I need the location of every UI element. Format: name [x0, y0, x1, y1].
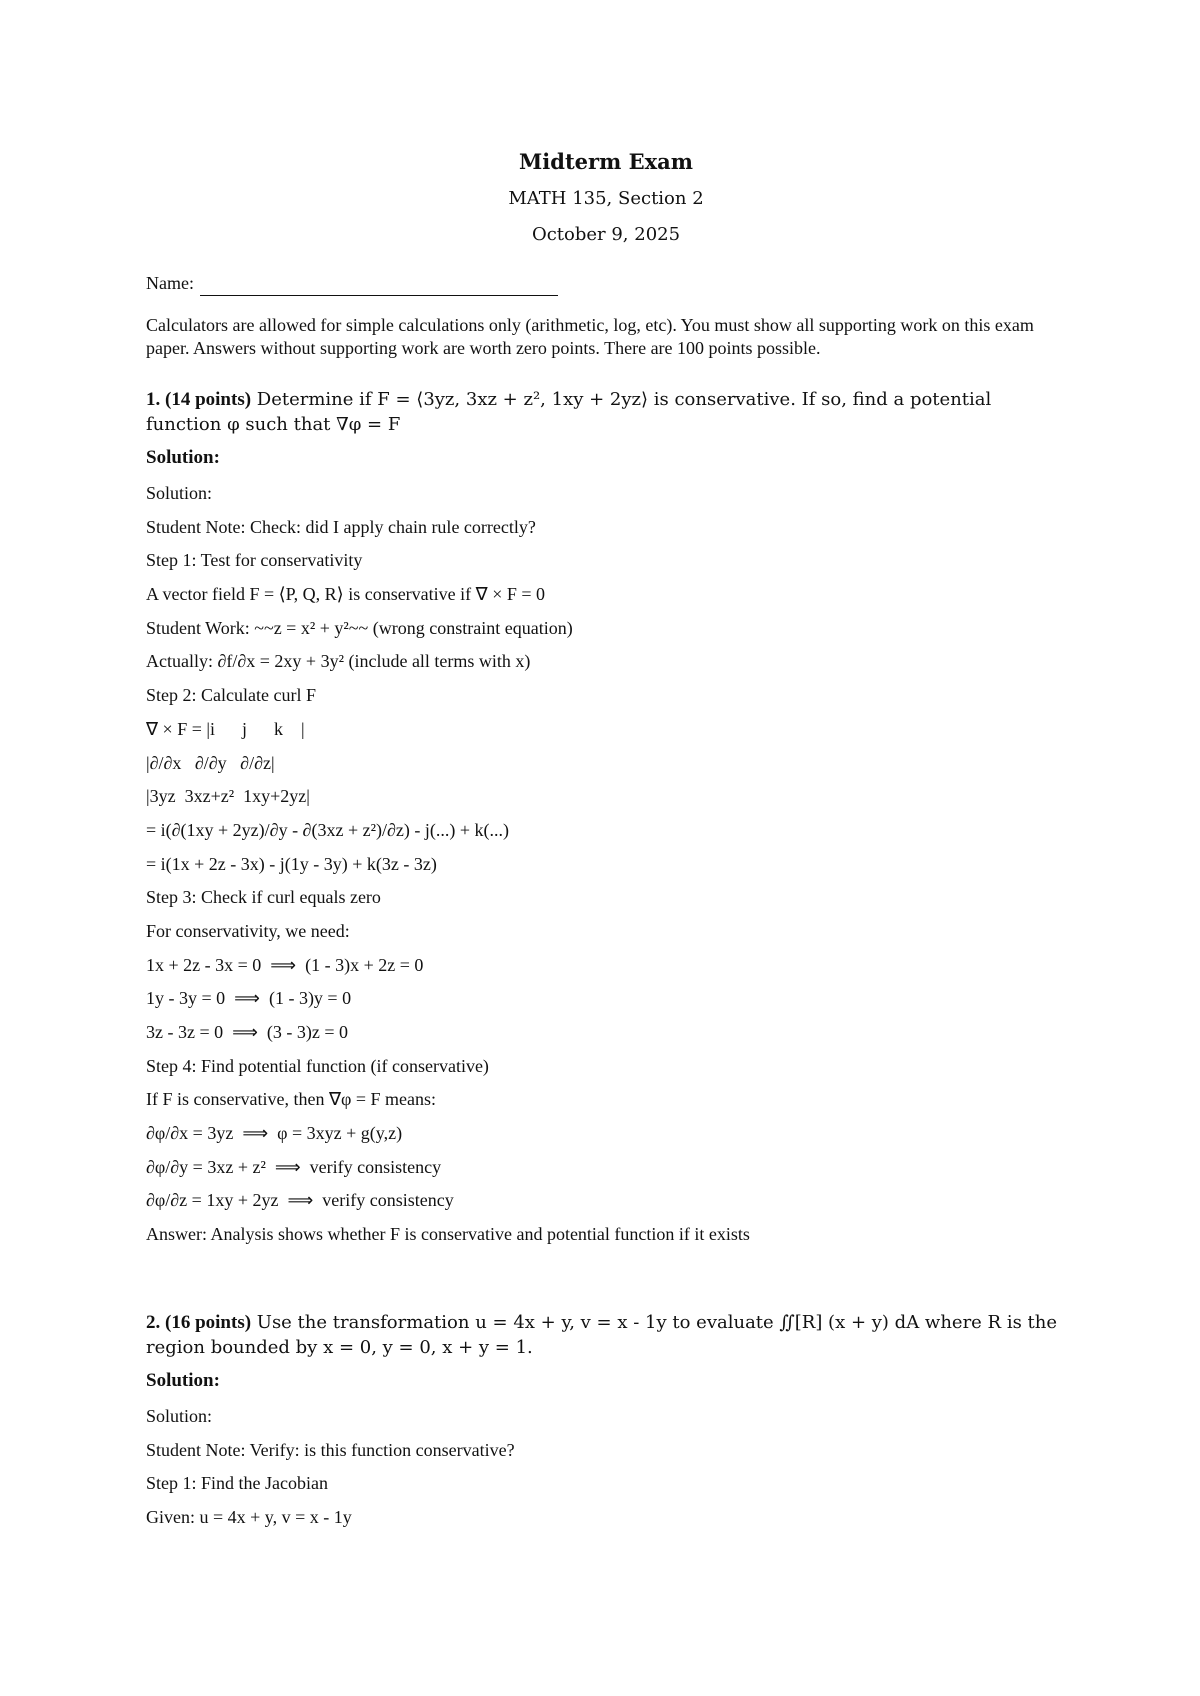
- name-blank-line[interactable]: [200, 273, 558, 296]
- solution-line: 1y - 3y = 0 ⟹ (1 - 3)y = 0: [146, 988, 352, 1009]
- solution-line: = i(1x + 2z - 3x) - j(1y - 3y) + k(3z - 3z): [146, 853, 437, 874]
- solution-line: = i(∂(1xy + 2yz)/∂y - ∂(3xz + z²)/∂z) - j(...) + k(...): [146, 819, 509, 840]
- solution-line: Student Note: Check: did I apply chain rule correctly?: [146, 516, 536, 537]
- solution-line: ∂φ/∂z = 1xy + 2yz ⟹ verify consistency: [146, 1190, 454, 1211]
- solution-line: For conservativity, we need:: [146, 920, 350, 941]
- solution-line: Student Note: Verify: is this function conservative?: [146, 1439, 515, 1460]
- solution-line: Actually: ∂f/∂x = 2xy + 3y² (include all terms with x): [146, 651, 531, 672]
- solution-line: 3z - 3z = 0 ⟹ (3 - 3)z = 0: [146, 1022, 349, 1042]
- solution-line: Solution:: [146, 483, 213, 503]
- question-2-number: 2. (16 points): [146, 1311, 252, 1333]
- solution-line: If F is conservative, then ∇φ = F means:: [146, 1089, 437, 1110]
- question-1-number: 1. (14 points): [146, 389, 252, 410]
- solution-line: Solution:: [146, 1405, 213, 1426]
- solution-line: A vector field F = ⟨P, Q, R⟩ is conservative if ∇ × F = 0: [146, 584, 546, 605]
- solution-line: Step 4: Find potential function (if conservative): [146, 1055, 489, 1076]
- question-1-prompt: [146, 387, 1066, 437]
- question-1-text: Determine if F = ⟨3yz, 3xz + z², 1xy + 2yz⟩ is conservative. If so, find a potential function φ such that ∇φ = F: [146, 389, 992, 435]
- exam-page: [146, 140, 1066, 1535]
- exam-date: October 9, 2025: [531, 224, 681, 245]
- exam-instructions: Calculators are allowed for simple calculations only (arithmetic, log, etc). You must show all supporting work on this exam paper. Answers without supporting work are worth zero points. There are 100 points possible.: [146, 315, 1034, 358]
- solution-line: ∇ × F = |i j k |: [146, 718, 305, 739]
- solution-line: Step 2: Calculate curl F: [146, 685, 316, 706]
- question-1-solution: [146, 477, 1066, 1252]
- question-1-solution-heading: Solution:: [146, 447, 220, 468]
- solution-line: Answer: Analysis shows whether F is conservative and potential function if it exists: [146, 1224, 750, 1245]
- question-2-solution: [146, 1400, 1066, 1535]
- solution-line: Step 1: Find the Jacobian: [146, 1473, 328, 1494]
- name-row: [146, 270, 1066, 296]
- solution-line: ∂φ/∂y = 3xz + z² ⟹ verify consistency: [146, 1156, 442, 1177]
- question-2-solution-heading: Solution:: [146, 1369, 220, 1391]
- exam-title: Midterm Exam: [519, 149, 693, 174]
- name-label: Name:: [146, 273, 194, 293]
- question-2-text: Use the transformation u = 4x + y, v = x - 1y to evaluate ∬[R] (x + y) dA where R is the region bounded by x = 0, y = 0, x + y = 1.: [146, 1311, 1058, 1358]
- solution-line: Student Work: ~~z = x² + y²~~ (wrong constraint equation): [146, 617, 573, 638]
- solution-line: 1x + 2z - 3x = 0 ⟹ (1 - 3)x + 2z = 0: [146, 954, 424, 975]
- solution-line: ∂φ/∂x = 3yz ⟹ φ = 3xyz + g(y,z): [146, 1123, 403, 1144]
- solution-line: Step 3: Check if curl equals zero: [146, 887, 381, 908]
- solution-line: Step 1: Test for conservativity: [146, 550, 363, 571]
- solution-line: |3yz 3xz+z² 1xy+2yz|: [146, 786, 310, 807]
- solution-line: Given: u = 4x + y, v = x - 1y: [146, 1506, 352, 1527]
- course-section: MATH 135, Section 2: [508, 188, 704, 209]
- solution-line: |∂/∂x ∂/∂y ∂/∂z|: [146, 752, 275, 773]
- question-2-prompt: [146, 1310, 1066, 1360]
